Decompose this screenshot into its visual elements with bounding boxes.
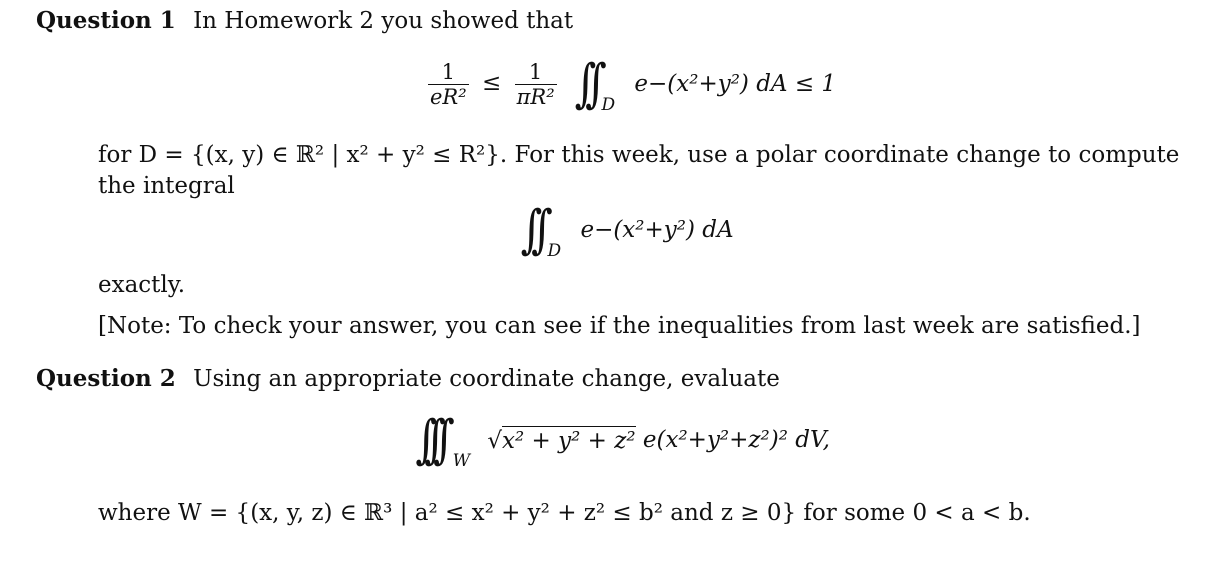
double-integral-sign: ∫∫ bbox=[520, 200, 542, 260]
integral-region-W: W bbox=[452, 451, 471, 471]
integral-region-D: D bbox=[601, 95, 616, 115]
fraction-denominator: eR² bbox=[430, 84, 467, 109]
triple-integral-sign: ∫∫∫ bbox=[415, 410, 442, 470]
q1-exactly: exactly. bbox=[98, 272, 186, 298]
leq-symbol: ≤ bbox=[481, 70, 502, 96]
q1-inequality bbox=[428, 54, 836, 124]
question-1-heading bbox=[36, 7, 573, 34]
q1-for-line: for D = {(x, y) ∈ ℝ² | x² + y² ≤ R²}. For this week, use a polar coordinate change to compute bbox=[98, 142, 1180, 168]
integral-region-D: D bbox=[547, 241, 562, 261]
fraction-one-over-eR2 bbox=[428, 60, 469, 109]
q1-integrand-2: e−(x²+y²) dA bbox=[580, 217, 734, 243]
question-1-label: Question 1 bbox=[36, 7, 176, 34]
exponential-term: e(x²+y²+z²)² dV, bbox=[642, 427, 830, 453]
question-2-heading bbox=[36, 365, 780, 392]
double-integral-sign: ∫∫ bbox=[574, 54, 596, 114]
question-2-label: Question 2 bbox=[36, 365, 176, 392]
q2-where-line: where W = {(x, y, z) ∈ ℝ³ | a² ≤ x² + y² + z² ≤ b² and z ≥ 0} for some 0 < a < b. bbox=[98, 500, 1031, 526]
fraction-numerator: 1 bbox=[515, 60, 557, 85]
sqrt-symbol: √ bbox=[487, 428, 503, 454]
question-2-intro: Using an appropriate coordinate change, evaluate bbox=[193, 366, 780, 392]
q1-integral-display bbox=[518, 200, 734, 264]
q1-note: [Note: To check your answer, you can see if the inequalities from last week are satisfied.] bbox=[98, 313, 1141, 339]
sqrt-content: x² + y² + z² bbox=[502, 428, 636, 454]
fraction-numerator: 1 bbox=[428, 60, 469, 85]
sqrt-expression bbox=[487, 428, 643, 454]
q1-integral-line: the integral bbox=[98, 173, 235, 199]
fraction-denominator: πR² bbox=[516, 84, 555, 109]
q2-integral-display bbox=[412, 410, 830, 480]
fraction-one-over-piR2 bbox=[515, 60, 557, 109]
q1-integrand: e−(x²+y²) dA ≤ 1 bbox=[634, 71, 837, 97]
question-1-intro: In Homework 2 you showed that bbox=[193, 8, 574, 34]
